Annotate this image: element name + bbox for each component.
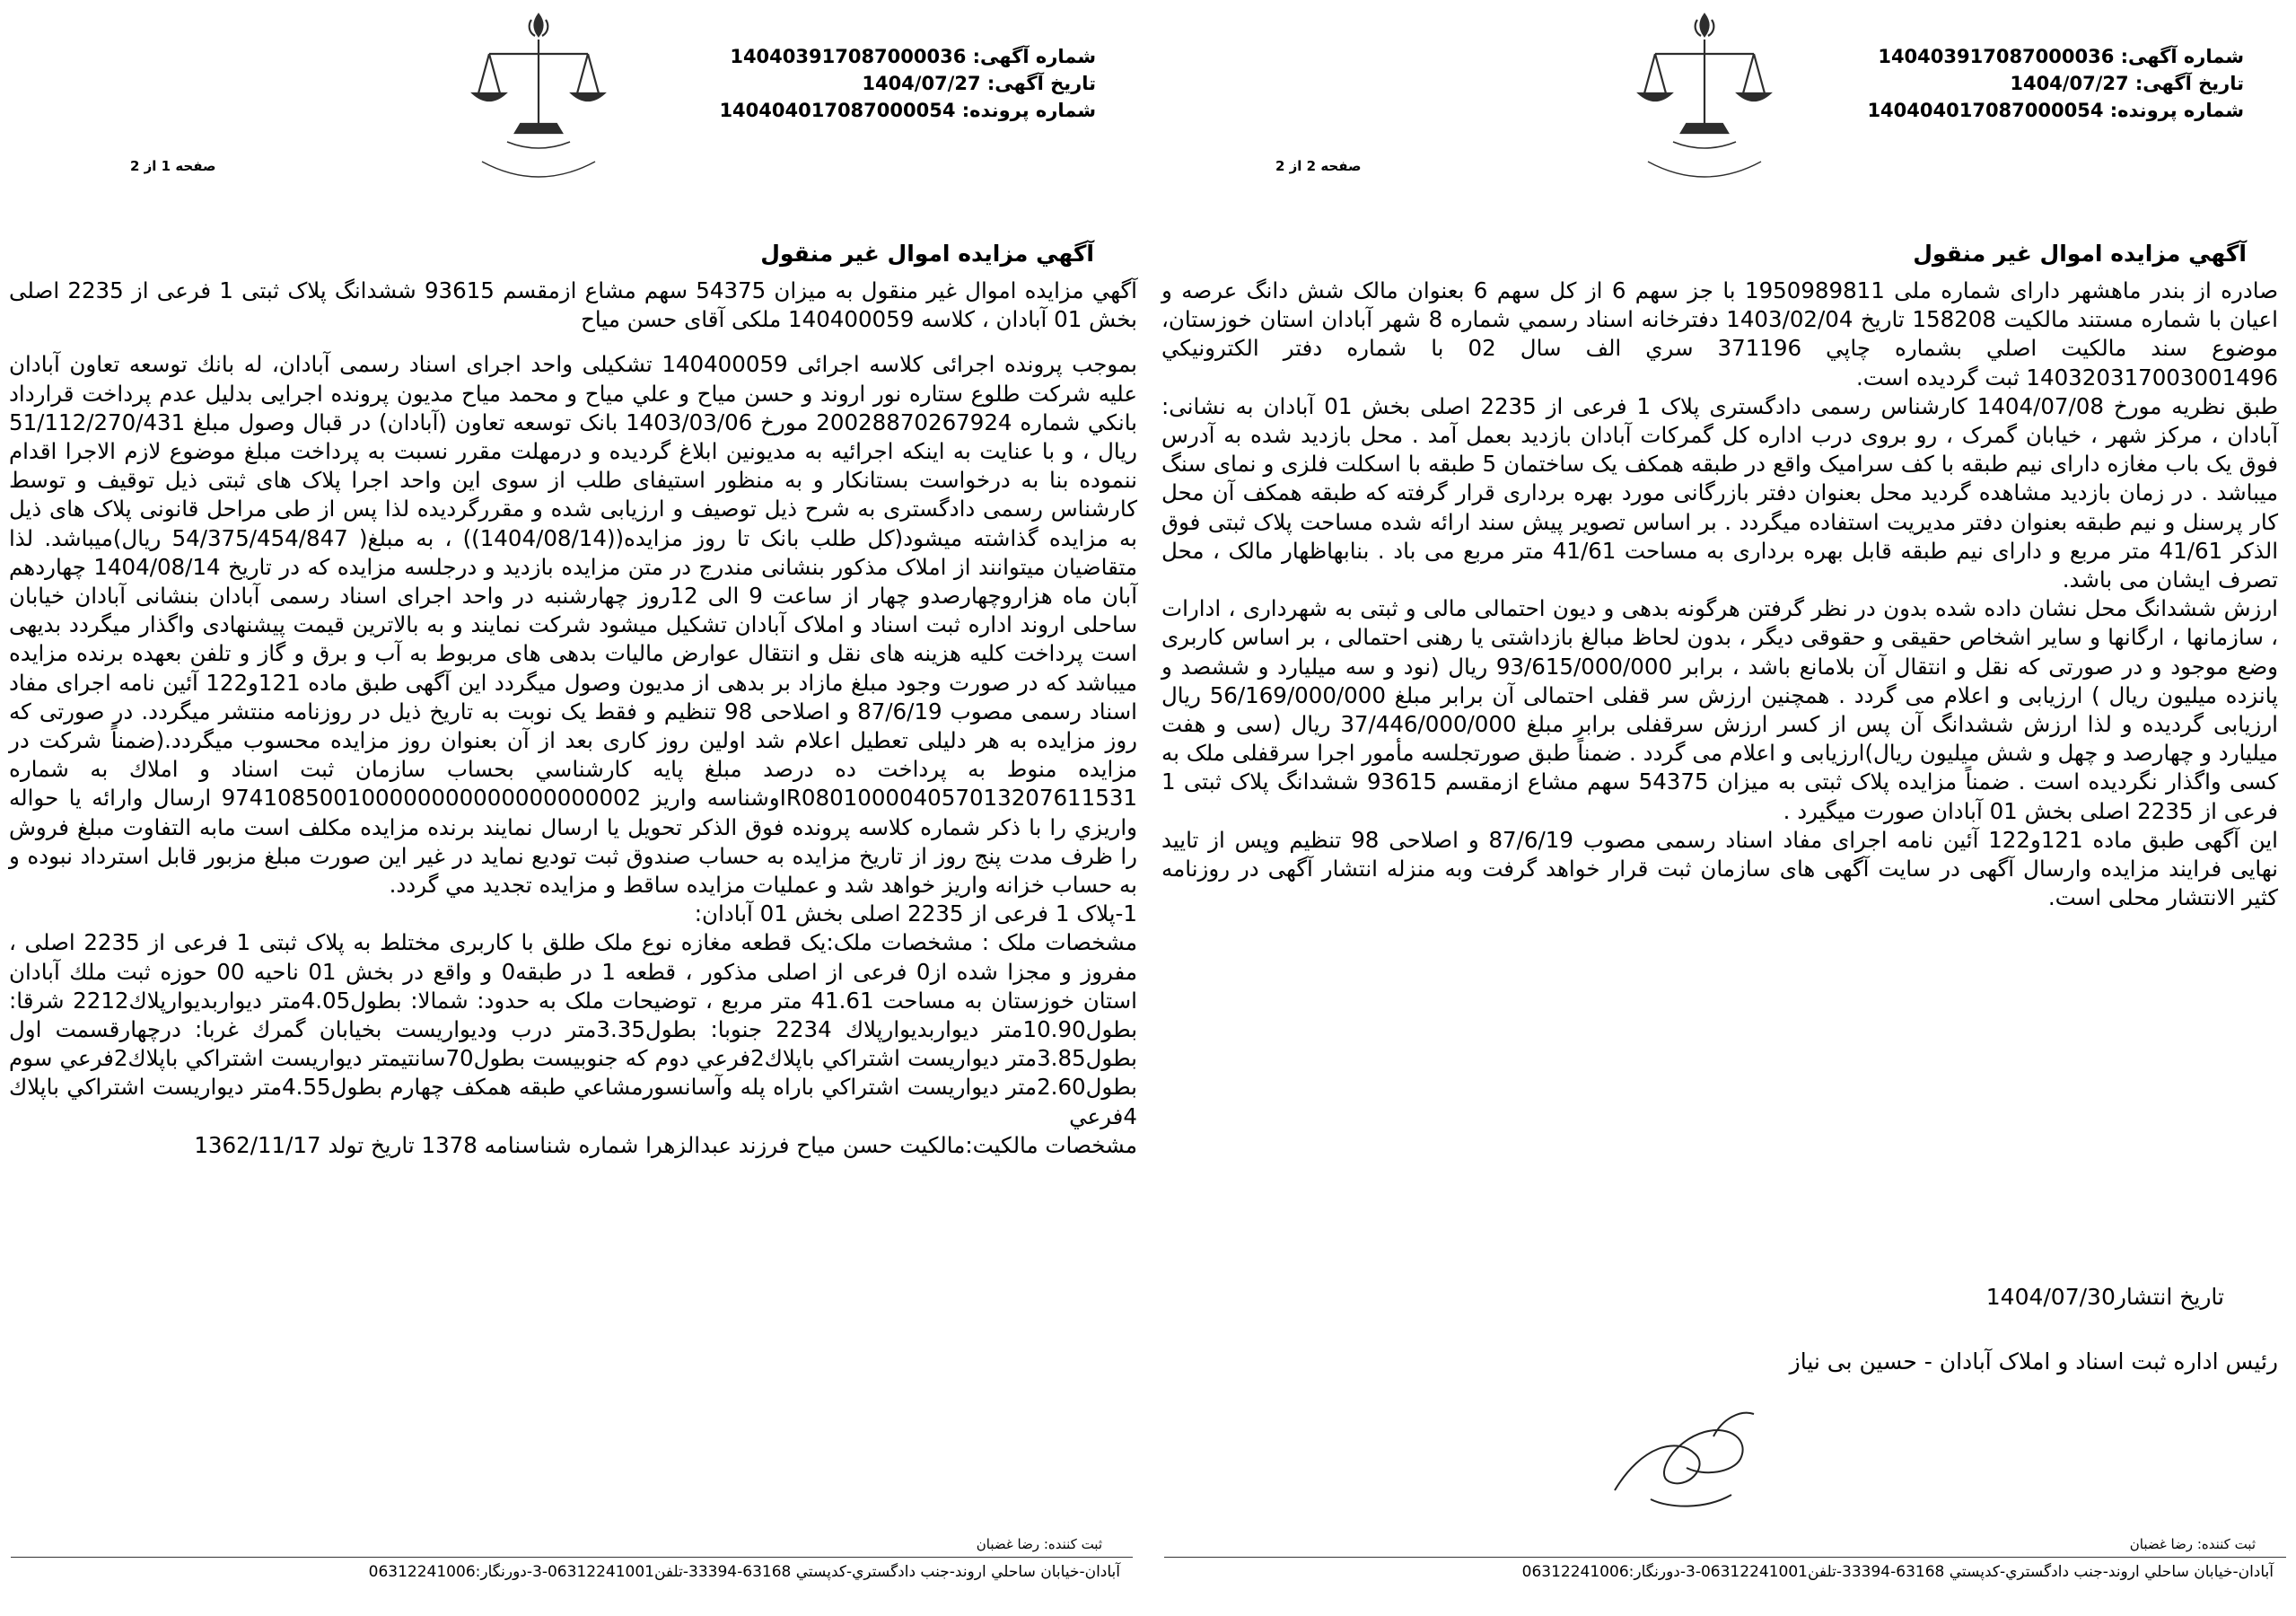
legal-basis-paragraph: این آگهی طبق ماده 121و122 آئین نامه اجرای مفاد اسناد رسمی مصوب 87/6/19 و اصلاحی 98 تنظیم وپس از تایید نهایی فرایند مزایده وارسال آگهی در سایت آگهی های سازمان ثبت قرار خواهد گرفت وبه منزله انتشار آگهی در روزنامه کثیر الانتشار محلی است.	[1161, 826, 2278, 911]
registrar-name: ثبت كننده: رضا غضبان	[2129, 1536, 2256, 1552]
ad-date-label: تاريخ آگهی:	[986, 73, 1096, 94]
file-number: 140404017087000054	[1867, 100, 2104, 121]
signature-image	[1579, 1383, 1794, 1535]
ad-number-label: شماره آگهی:	[2120, 46, 2244, 67]
enforcement-paragraph: بموجب پرونده اجرائی کلاسه اجرائی 140400059 تشکیلی واحد اجرای اسناد رسمی آبادان، له بانك توسعه تعاون آبادان علیه شرکت طلوع ستاره نور اروند و حسن میاح و علي میاح و محمد میاح مدیون پرونده اجرایی بدلیل عدم پرداخت قرارداد بانكي شماره 20028870267924 مورخ 1403/03/06 بانک توسعه تعاون (آبادان) در قبال وصول مبلغ 51/112/270/431 ریال ، و با عنایت به اینکه اجرائیه به مدیونین ابلاغ گردیده و درمهلت مقرر نسبت به پرداخت مبلغ موضوع لازم الاجرا اقدام ننموده بنا به درخواست بستانکار و به منظور استیفای طلب از سوی این واحد اجرا پلاک های ثبتی ذیل توقیف و توسط کارشناس رسمی دادگستری به شرح ذیل توصیف و ارزیابی شده و مقررگردیده لذا پس از طی مراحل قانونی پلاک های ذیل به مزایده گذاشته میشود(کل طلب بانک تا روز مزایده((1404/08/14)) ، به مبلغ( 54/375/454/847 ریال)میباشد. لذا متقاضیان میتوانند از املاک مذکور بنشانی مندرج در متن مزایده بازدید و درجلسه مزایده که در تاریخ 1404/08/14 چهاردهم آبان ماه هزاروچهارصدو چهار از ساعت 9 الی 12روز چهارشنبه در واحد اجرای اسناد رسمی آبادان بنشانی آبادان خیابان ساحلی اروند اداره ثبت اسناد و املاک آبادان تشکیل میشود شرکت نمایند و به بالاترین قیمت پیشنهادی واگذار میگردد بدیهی است پرداخت کلیه هزینه های نقل و انتقال عوارض مالیات بدهی های مربوط به آب و برق و گاز و تلفن بعهده برنده مزایده میباشد که در صورت وجود مبلغ مازاد بر بدهی از مدیون وصول میگردد این آگهی طبق ماده 121و122 آئین نامه اجرای مفاد اسناد رسمی مصوب 87/6/19 و اصلاحی 98 تنظیم و فقط یک نوبت به تاریخ ذیل در روزنامه منتشر میگردد. در صورتی که روز مزایده به هر دلیلی تعطیل اعلام شد اولین روز کاری بعد از آن بعنوان روز مزایده محسوب میگردد.(ضمناً شرکت در مزایده منوط به پرداخت ده درصد مبلغ پایه کارشناسي بحساب سازمان ثبت اسناد و املاك به شماره IR080100004057013207611531وشناسه واريز 974108500100000000000000000002 ارسال وارائه يا حواله واريزي را با ذكر شماره كلاسه پرونده فوق الذكر تحويل يا ارسال نمايند برنده مزايده مكلف است مابه التفاوت مبلغ فروش را ظرف مدت پنج روز از تاريخ مزايده به حساب صندوق ثبت توديع نمايد در غير اين صورت مبلغ مزبور قابل استرداد نبوده و به حساب خزانه واريز خواهد شد و عمليات مزايده ساقط و مزايده تجديد مي گردد.	[9, 351, 1138, 899]
plot-heading: 1-پلاک 1 فرعی از 2235 اصلی بخش 01 آبادان:	[694, 900, 1137, 927]
notice-body	[1161, 277, 2278, 912]
notice-heading-paragraph: آگهي مزايده اموال غير منقول به ميزان 54375 سهم مشاع ازمقسم 93615 ششدانگ پلاک ثبتی 1 فرعی از 2235 اصلی بخش 01 آبادان ، کلاسه 140400059 ملکی آقای حسن میاح	[9, 277, 1137, 333]
ad-number: 140403917087000036	[730, 46, 967, 67]
expert-opinion-paragraph: طبق نظریه مورخ 1404/07/08 کارشناس رسمی دادگستری پلاک 1 فرعی از 2235 اصلی بخش 01 آبادان به نشانی: آبادان ، مرکز شهر ، خیابان گمرک ، رو بروی درب اداره کل گمرکات آبادان بازدید بعمل آمد . محل بازدید شده به آدرس فوق یک باب مغازه دارای نیم طبقه با کف سرامیک واقع در طبقه همکف یک ساختمان 5 طبقه با اسکلت فلزی و نمای سنگ میباشد . در زمان بازدید مشاهده گردید محل بعنوان دفتر بازرگانی مورد بهره برداری قرار گرفته که طبقه همکف آن محل کار پرسنل و نیم طبقه بعنوان دفتر مدیریت استفاده میگردد . بر اساس تصویر پیش سند ارائه شده مساحت پلاک ثبتی فوق الذکر 41/61 متر مربع و دارای نیم طبقه قابل بهره برداری به مساحت 41/61 متر مربع می باد . بنابهاظهار مالک ، محل تصرف ایشان می باشد.	[1161, 392, 2279, 593]
ad-number-label: شماره آگهی:	[972, 46, 1096, 67]
office-address: آبادان-خيابان ساحلي اروند-جنب دادگستري-كدپستي 63168-33394-تلفن06312241001-3-دورنگار:06312241006	[368, 1563, 1120, 1581]
ad-number: 140403917087000036	[1878, 46, 2115, 67]
ownership-specs-paragraph: مشخصات مالکیت:مالکیت حسن میاح فرزند عبدالزهرا شماره شناسنامه 1378 تاریخ تولد 1362/11/17	[194, 1131, 1137, 1158]
notice-title: آگهي مزايده اموال غير منقول	[760, 241, 1094, 267]
office-address: آبادان-خيابان ساحلي اروند-جنب دادگستري-كدپستي 63168-33394-تلفن06312241001-3-دورنگار:06312241006	[1521, 1563, 2274, 1581]
ad-metadata	[1867, 43, 2244, 124]
page-footer	[11, 1535, 1133, 1583]
file-number: 140404017087000054	[719, 100, 956, 121]
judiciary-emblem-icon	[462, 7, 615, 196]
page-number: صفحه 2 از 2	[1275, 158, 1362, 174]
page-number: صفحه 1 از 2	[130, 158, 216, 174]
file-number-label: شماره پرونده:	[2109, 100, 2244, 121]
file-number-label: شماره پرونده:	[961, 100, 1096, 121]
ad-date: 1404/07/27	[862, 73, 981, 94]
footer-divider	[11, 1557, 1133, 1558]
ownership-continuation-paragraph: صادره از بندر ماهشهر دارای شماره ملی 1950989811 با جز سهم 6 از کل سهم 6 بعنوان مالک شش دانگ عرصه و اعیان با شماره مستند مالکیت 158208 تاریخ 1403/02/04 دفترخانه اسناد رسمي شماره 8 شهر آبادان استان خوزستان، موضوع سند مالكيت اصلي بشماره چاپي 371196 سري الف سال 02 با شماره دفتر الكترونيكي 140320317003001496 ثبت گرديده است.	[1161, 277, 2279, 391]
registrar-name: ثبت كننده: رضا غضبان	[976, 1536, 1102, 1552]
ad-date-label: تاريخ آگهی:	[2134, 73, 2244, 94]
page-2	[1148, 0, 2296, 1616]
office-chief: رئیس اداره ثبت اسناد و املاک آبادان - حسین بی نیاز	[1789, 1348, 2278, 1374]
property-specs-paragraph: مشخصات ملک : مشخصات ملک:یک قطعه مغازه نوع ملک طلق با کاربری مختلط به پلاک ثبتی 1 فرعی از 2235 اصلی ، مفروز و مجزا شده از0 فرعی از اصلی مذکور ، قطعه 1 در طبقه0 و واقع در بخش 01 ناحیه 00 حوزه ثبت ملك آبادان استان خوزستان به مساحت 41.61 متر مربع ، توضیحات ملک به حدود: شمالا: بطول4.05متر ديواربديوارپلاك2212 شرقا: بطول10.90متر ديواربديوارپلاك 2234 جنوبا: بطول3.35متر درب وديواريست بخيابان گمرك غربا: درچهارقسمت اول بطول3.85متر ديواريست اشتراكي باپلاك2فرعي دوم كه جنوبيست بطول70سانتيمتر ديواريست اشتراكي باپلاك2فرعي سوم بطول2.60متر ديواريست اشتراكي باراه پله وآسانسورمشاعي طبقه همكف چهارم بطول4.55متر ديواريست اشتراكي باپلاك 4فرعي	[9, 929, 1138, 1129]
judiciary-emblem-icon	[1628, 7, 1781, 196]
footer-divider	[1164, 1557, 2286, 1558]
ad-date: 1404/07/27	[2010, 73, 2129, 94]
notice-title: آگهي مزايده اموال غير منقول	[1913, 241, 2247, 267]
page-footer	[1164, 1535, 2286, 1583]
ad-metadata	[719, 43, 1096, 124]
notice-body	[9, 277, 1137, 1160]
valuation-paragraph: ارزش ششدانگ محل نشان داده شده بدون در نظر گرفتن هرگونه بدهی و دیون احتمالی مالی و ثبتی به شهرداری ، ادارات ، سازمانها ، ارگانها و سایر اشخاص حقیقی و حقوقی دیگر ، بدون لحاظ مبالغ بازداشتی یا رهنی احتمالی ، بر اساس کاربری وضع موجود و در صورتی که نقل و انتقال آن بلامانع باشد ، برابر 93/615/000/000 ریال (نود و سه میلیارد و ششصد و پانزده میلیون ریال ) ارزیابی و اعلام می گردد . همچنین ارزش سر قفلی احتمالی آن برابر مبلغ 56/169/000/000 ریال ارزیابی گردیده و لذا ارزش ششدانگ آن پس از کسر ارزش سرقفلی برابر مبلغ 37/446/000/000 ریال (سی و هفت میلیارد و چهارصد و چهل و شش میلیون ریال)ارزیابی و اعلام می گردد . ضمناً طبق صورتجلسه مأمور اجرا سرقفلی ملک به کسی واگذار نگردیده است . ضمناً مزایده پلاک ثبتی به میزان 54375 سهم مشاع ازمقسم 93615 ششدانگ پلاک ثبتی 1 فرعی از 2235 اصلی بخش 01 آبادان صورت میگیرد .	[1161, 595, 2278, 824]
publish-date: تاریخ انتشار1404/07/30	[1985, 1284, 2224, 1310]
